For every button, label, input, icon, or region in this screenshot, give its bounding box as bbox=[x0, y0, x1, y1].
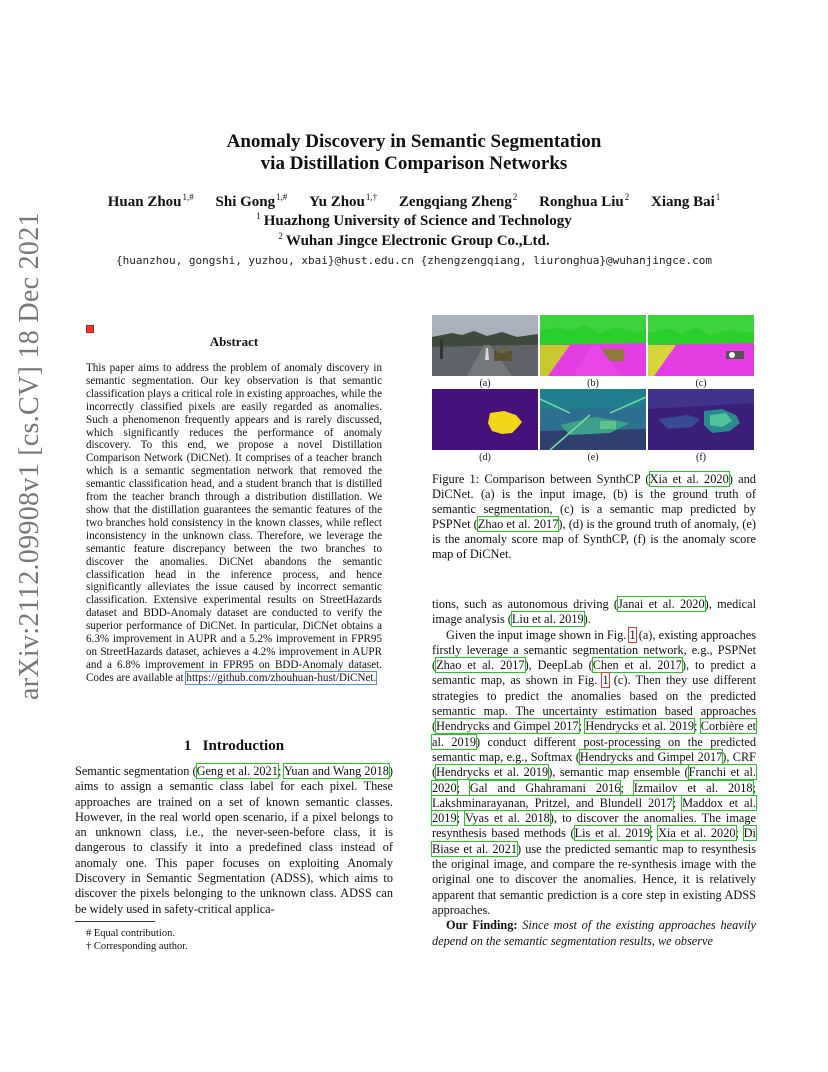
citation-link[interactable]: Lis et al. 2019 bbox=[574, 826, 650, 841]
figure-label-f: (f) bbox=[696, 452, 706, 463]
citation-link[interactable]: Corbière et al. 2019 bbox=[432, 719, 756, 749]
citation-link[interactable]: Hendrycks et al. 2019 bbox=[436, 765, 549, 780]
semantic-ground-truth bbox=[540, 315, 646, 376]
citation-link[interactable]: Lakshminarayanan, Pritzel, and Blundell 2017 bbox=[432, 795, 673, 810]
author: Yu Zhou$^{1,\dagger}$ bbox=[309, 192, 378, 210]
figure-panel-d bbox=[432, 389, 538, 450]
paragraph: tions, such as autonomous driving (Janai et al. 2020), medical image analysis (Liu et al. 2019). bbox=[432, 597, 756, 627]
author: Shi Gong$^{1,\#}$ bbox=[215, 192, 288, 210]
citation-link[interactable]: Xia et al. 2020 bbox=[658, 826, 736, 841]
right-column-text bbox=[432, 597, 756, 949]
citation-link[interactable]: Gal and Ghahramani 2016 bbox=[469, 780, 621, 795]
arxiv-identifier: arXiv:2112.09908v1 [cs.CV] 18 Dec 2021 bbox=[14, 212, 45, 700]
footnote-rule bbox=[75, 921, 155, 922]
figure-panel-b bbox=[540, 315, 646, 376]
citation-link[interactable]: Chen et al. 2017 bbox=[592, 658, 682, 673]
author: Xiang Bai$^1$ bbox=[651, 192, 721, 210]
citation-link[interactable]: Zhao et al. 2017 bbox=[436, 658, 525, 673]
citation-link[interactable]: Liu et al. 2019 bbox=[511, 612, 584, 627]
abstract-heading: Abstract bbox=[209, 334, 259, 349]
figure-label-b: (b) bbox=[587, 378, 599, 389]
dicnet-anomaly-map bbox=[648, 389, 754, 450]
citation-link[interactable]: Yuan and Wang 2018 bbox=[283, 764, 389, 778]
title-line-1: Anomaly Discovery in Semantic Segmentation bbox=[226, 131, 602, 152]
paper-title bbox=[0, 131, 828, 175]
author: Huan Zhou$^{1,\#}$ bbox=[107, 192, 194, 210]
our-finding-text: Since most of the existing approaches heavily depend on the semantic segmentation results, we observe bbox=[432, 918, 756, 948]
our-finding-label: Our Finding: bbox=[446, 918, 518, 933]
citation-link[interactable]: Franchi et al. 2020 bbox=[432, 765, 756, 795]
citation-link[interactable]: Vyas et al. 2018 bbox=[464, 811, 550, 826]
paragraph: Given the input image shown in Fig. 1 (a), existing approaches firstly leverage a semantic segmentation network, e.g., PSPNet (Zhao et al. 2017), DeepLab (Chen et al. 2017), to predict a semantic map, as shown in Fig. 1 (c). Then they use different strategies to predict the anomalies based on the predicted semantic map. The uncertainty estimation based approaches (Hendrycks and Gimpel 2017; Hendrycks et al. 2019; Corbière et al. 2019) conduct different post-processing on the predicted semantic map, e.g., Softmax (Hendrycks and Gimpel 2017), CRF (Hendrycks et al. 2019), semantic map ensemble (Franchi et al. 2020; Gal and Ghahramani 2016; Izmailov et al. 2018; Lakshminarayanan, Pritzel, and Blundell 2017; Maddox et al. 2019; Vyas et al. 2018), to discover the anomalies. The image resynthesis based methods (Lis et al. 2019; Xia et al. 2020; Di Biase et al. 2021) use the predicted semantic map to resynthesis the original image, and compare the re-synthesis image with the original one to discover the anomalies. Hence, it is relatively apparent that semantic prediction is a core step in existing ADSS approaches. bbox=[432, 627, 756, 917]
author: Ronghua Liu$^2$ bbox=[539, 192, 630, 210]
abstract-text: This paper aims to address the problem of anomaly discovery in semantic segmentation. Our key observation is that semantic classification plays a critical role in existing approaches, while the incorrectly classified pixels are easily regarded as anomalies. Such a phenomenon frequently appears and is rarely discussed, which significantly reduces the performance of anomaly discovery. To this end, we propose a novel Distillation Comparison Network (DiCNet). It comprises of a teacher branch which is a semantic segmentation network that removed the semantic classification head, and a student branch that is distilled from the teacher branch through a distribution distillation. We show that the distillation guarantees the semantic features of the two branches hold consistency in the known classes, while reflect inconsistency in the unknown class. Therefore, we leverage the semantic feature discrepancy between the two branches to discover the anomalies. DiCNet abandons the semantic classification head in the inference process, and hence significantly alleviates the issue caused by incorrect semantic classification. Extensive experimental results on StreetHazards dataset and BDD-Anomaly dataset are conducted to verify the superior performance of DiCNet. In particular, DiCNet obtains a 6.3% improvement in AUPR and a 5.2% improvement in FPR95 on StreetHazards dataset, achieves a 4.2% improvement in AUPR and a 6.8% improvement in FPR95 on BDD-Anomaly dataset. Codes are available at bbox=[86, 362, 382, 684]
synthcp-anomaly-map bbox=[540, 389, 646, 450]
author: Zengqiang Zheng$^2$ bbox=[398, 192, 518, 210]
figure-panel-c bbox=[648, 315, 754, 376]
figure-panel-e bbox=[540, 389, 646, 450]
predicted-semantic-map bbox=[648, 315, 754, 376]
footnote-equal: # Equal contribution. bbox=[86, 928, 175, 939]
footnote-corresponding: † Corresponding author. bbox=[86, 941, 188, 953]
author-list bbox=[0, 192, 828, 211]
citation-link[interactable]: Izmailov et al. 2018 bbox=[633, 780, 753, 795]
section-heading: 1 Introduction bbox=[183, 738, 285, 754]
citation-link[interactable]: Xia et al. 2020 bbox=[649, 472, 729, 486]
intro-paragraph: Semantic segmentation (Geng et al. 2021; Yuan and Wang 2018) aims to assign a semantic class label for each pixel. These approaches are trained on a set of known semantic classes. However, in the real world open scenario, if a pixel belongs to an unknown class, i.e., the never-seen-before class, it is dangerous to classify it into a predefined class instead of anomaly one. This paper focuses on exploiting Anomaly Discovery in Semantic Segmentation (ADSS), which aims to discover the pixels belonging to the unknown class. ADSS can be widely used in safety-critical applica- bbox=[75, 764, 394, 916]
title-line-2: via Distillation Comparison Networks bbox=[260, 153, 568, 174]
citation-link[interactable]: Hendrycks et al. 2019 bbox=[585, 719, 695, 734]
citation-link[interactable]: Di Biase et al. 2021 bbox=[432, 826, 756, 856]
figure-1-caption: Figure 1: Comparison between SynthCP (Xia et al. 2020) and DiCNet. (a) is the input image, (b) is the ground truth of semantic segmentation, (c) is a semantic map predicted by PSPNet (Zhao et al. 2017), (d) is the ground truth of anomaly, (e) is the anomaly score map of SynthCP, (f) is the anomaly score map of DiCNet. bbox=[432, 472, 756, 561]
paragraph-our-finding bbox=[432, 918, 756, 949]
figure-label-c: (c) bbox=[695, 378, 707, 389]
code-url-link[interactable]: https://github.com/zhouhuan-hust/DiCNet. bbox=[186, 671, 377, 684]
citation-link[interactable]: Zhao et al. 2017 bbox=[477, 516, 559, 531]
citation-link[interactable]: Hendrycks and Gimpel 2017 bbox=[436, 719, 579, 734]
affiliation-1: $^1$ Huazhong University of Science and Technology bbox=[256, 211, 572, 229]
author-emails: {huanzhou, gongshi, yuzhou, xbai}@hust.edu.cn {zhengzengqiang, liuronghua}@wuhanjingce.com bbox=[115, 254, 713, 267]
citation-link[interactable]: Maddox et al. 2019 bbox=[432, 795, 756, 826]
citation-link[interactable]: Geng et al. 2021 bbox=[196, 764, 278, 778]
affiliation-2: $^2$ Wuhan Jingce Electronic Group Co.,Ltd. bbox=[278, 231, 550, 249]
annotation-marker[interactable] bbox=[86, 325, 94, 333]
figure-label-a: (a) bbox=[479, 378, 491, 389]
figure-panel-f bbox=[648, 389, 754, 450]
figure-ref-link[interactable]: 1 bbox=[629, 627, 636, 642]
figure-label-d: (d) bbox=[479, 452, 491, 463]
footnotes bbox=[86, 927, 188, 954]
input-image bbox=[432, 315, 538, 376]
citation-link[interactable]: Janai et al. 2020 bbox=[618, 597, 705, 611]
figure-ref-link[interactable]: 1 bbox=[602, 673, 609, 688]
abstract-body bbox=[86, 362, 382, 685]
figure-label-e: (e) bbox=[587, 452, 599, 463]
anomaly-ground-truth bbox=[432, 389, 538, 450]
citation-link[interactable]: Hendrycks and Gimpel 2017 bbox=[579, 749, 723, 764]
figure-panel-a bbox=[432, 315, 538, 376]
